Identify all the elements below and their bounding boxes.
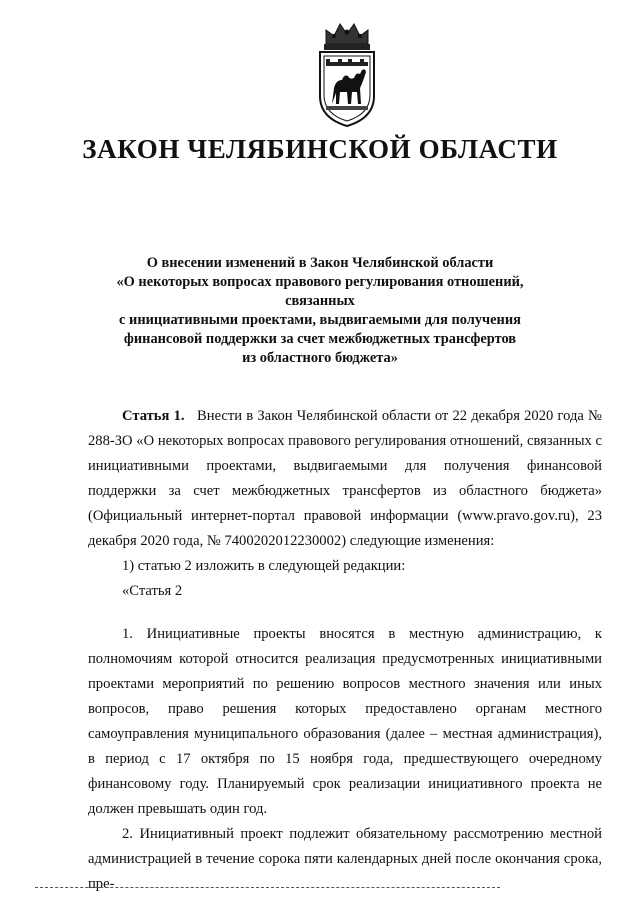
law-body [88, 404, 602, 897]
law-title: ЗАКОН ЧЕЛЯБИНСКОЙ ОБЛАСТИ [82, 134, 558, 164]
quoted-article-heading: «Статья 2 [122, 583, 183, 599]
paragraph-gap [88, 604, 602, 622]
subject-line: О внесении изменений в Закон Челябинской области [146, 255, 494, 271]
law-subject-heading [80, 254, 560, 368]
clause-1: 1. Инициативные проекты вносятся в местную администрацию, к полномочиям которой относится реализация предусмотренных инициативными проектами мероприятий по решению вопросов местного значения или иных вопросов, право решения которых предоставлено органам местного самоуправления муниципального образования (далее – местная администрация), в период с 17 октября по 15 ноября года, предшествующего очередному финансовому году. Планируемый срок реализации инициативного проекта не должен превышать один год. [88, 626, 602, 817]
article-1-text: Внести в Закон Челябинской области от 22 декабря 2020 года № 288-ЗО «О некоторых вопросах правового регулирования отношений, связанных с инициативными проектами, выдвигаемыми для получения финансовой поддержки за счет межбюджетных трансфертов из областного бюджета» (Официальный интернет-портал правовой информации (www.pravo.gov.ru), 23 декабря 2020 года, № 7400202012230002) следующие изменения: [88, 408, 602, 549]
coat-of-arms-emblem [312, 18, 382, 130]
subject-line: финансовой поддержки за счет межбюджетных трансфертов [123, 331, 517, 347]
subject-line: из областного бюджета» [242, 350, 398, 366]
clause-2: 2. Инициативный проект подлежит обязательному рассмотрению местной администрацией в течение сорока пяти календарных дней после окончания срока, пре- [88, 826, 602, 892]
footer-divider [35, 887, 500, 888]
article-1-paragraph [88, 404, 602, 554]
subject-line: с инициативными проектами, выдвигаемыми для получения [119, 312, 521, 328]
article-1-label: Статья 1. [122, 408, 185, 424]
subject-line: «О некоторых вопросах правового регулирования отношений, связанных [116, 274, 524, 309]
amendment-item-1: 1) статью 2 изложить в следующей редакции: [122, 558, 406, 574]
